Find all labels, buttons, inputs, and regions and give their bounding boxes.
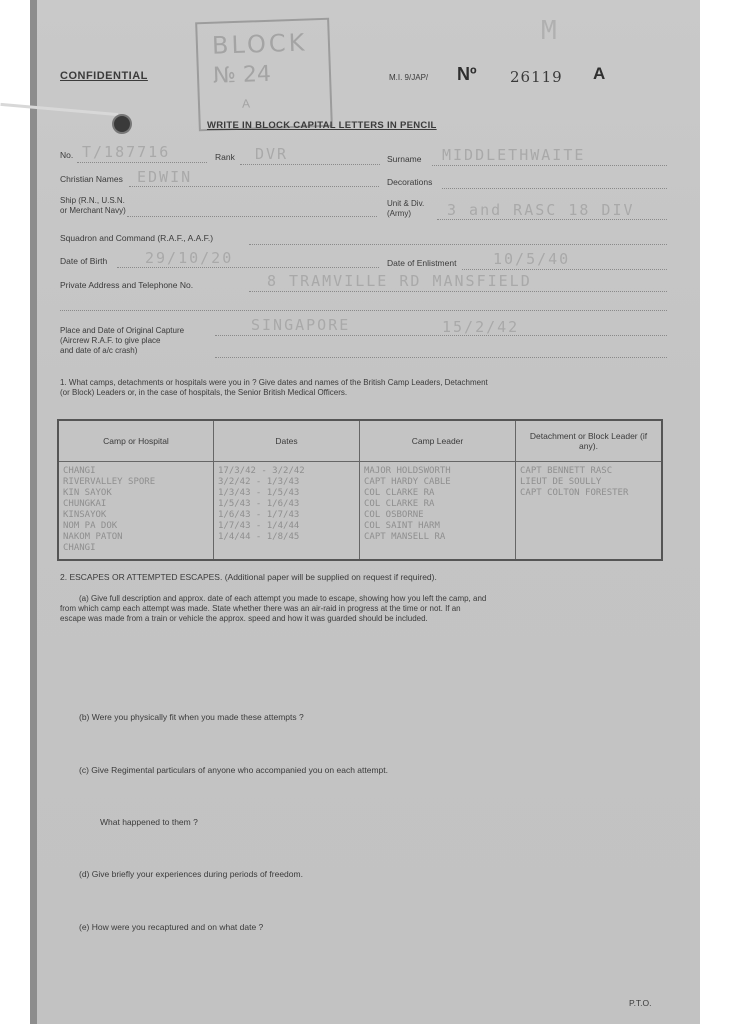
camp-entry: CHANGI — [63, 466, 96, 476]
header-block-leader: Detachment or Block Leader (if any). — [516, 420, 663, 462]
block-leaders-cell — [516, 462, 663, 561]
dob-label: Date of Birth — [60, 256, 108, 266]
unit-label — [387, 199, 424, 219]
capture-date-value: 15/2/42 — [442, 318, 520, 336]
capture-place-value: SINGAPORE — [251, 316, 351, 334]
squadron-label: Squadron and Command (R.A.F., A.A.F.) — [60, 233, 214, 243]
christian-names-line — [129, 186, 379, 187]
pencil-instruction: WRITE IN BLOCK CAPITAL LETTERS IN PENCIL — [207, 120, 437, 131]
date-entry: 1/5/43 - 1/6/43 — [218, 499, 300, 509]
block-stamp — [195, 18, 333, 132]
christian-names-label: Christian Names — [60, 174, 123, 184]
question-2a — [60, 594, 487, 624]
rank-line — [240, 164, 380, 165]
serial-number: 26119 — [510, 68, 563, 86]
camp-leader-entry: CAPT HARDY CABLE — [364, 477, 451, 487]
date-entry: 1/4/44 - 1/8/45 — [218, 532, 300, 542]
no-line — [77, 162, 207, 163]
question-2b: (b) Were you physically fit when you made these attempts ? — [79, 712, 304, 722]
binding-eyelet — [112, 114, 132, 134]
block-leader-entry: CAPT BENNETT RASC — [520, 466, 613, 476]
header-camp: Camp or Hospital — [58, 420, 214, 462]
enlistment-label: Date of Enlistment — [387, 258, 457, 268]
dob-line — [117, 267, 379, 268]
surname-line — [432, 165, 667, 166]
decorations-line — [442, 188, 667, 189]
date-entry: 1/3/43 - 1/5/43 — [218, 488, 300, 498]
question-2e: (e) How were you recaptured and on what date ? — [79, 922, 264, 932]
confidential-label: CONFIDENTIAL — [60, 70, 148, 82]
address-line-1 — [249, 291, 667, 292]
question-2a-line-2: from which camp each attempt was made. State whether there was an air-raid in progress at the time or not. If an — [60, 604, 461, 613]
ship-label-line-1: Ship (R.N., U.S.N. — [60, 196, 125, 205]
table-row — [58, 462, 662, 561]
question-1 — [60, 378, 488, 398]
mi-reference: M.I. 9/JAP/ — [389, 73, 429, 82]
question-2c-followup: What happened to them ? — [100, 817, 198, 827]
camp-entry: RIVERVALLEY SPORE — [63, 477, 156, 487]
question-2d: (d) Give briefly your experiences during periods of freedom. — [79, 869, 303, 879]
decorations-label: Decorations — [387, 177, 433, 187]
rank-label: Rank — [215, 152, 235, 162]
pto-label: P.T.O. — [629, 998, 652, 1008]
capture-label — [60, 326, 184, 356]
date-entry: 17/3/42 - 3/2/42 — [218, 466, 305, 476]
no-label: No. — [60, 150, 74, 160]
form-sheet — [37, 0, 700, 1024]
capture-label-line-3: and date of a/c crash) — [60, 346, 138, 355]
question-2-title: 2. ESCAPES OR ATTEMPTED ESCAPES. (Additional paper will be supplied on request if required). — [60, 572, 437, 582]
date-entry: 1/7/43 - 1/4/44 — [218, 521, 300, 531]
header-camp-leader: Camp Leader — [360, 420, 516, 462]
leaders-cell — [360, 462, 516, 561]
rank-value: DVR — [255, 145, 289, 163]
ship-label — [60, 196, 126, 216]
number-symbol: Nº — [457, 64, 477, 84]
stamp-line-2: № 24 — [212, 61, 272, 89]
camps-cell — [58, 462, 214, 561]
question-2c: (c) Give Regimental particulars of anyone who accompanied you on each attempt. — [79, 765, 388, 775]
block-leader-entry: CAPT COLTON FORESTER — [520, 488, 629, 498]
address-value: 8 TRAMVILLE RD MANSFIELD — [267, 272, 532, 290]
stamp-line-1: BLOCK — [211, 28, 308, 60]
camp-entry: CHUNGKAI — [63, 499, 107, 509]
squadron-line — [249, 244, 667, 245]
question-1-line-1: 1. What camps, detachments or hospitals were you in ? Give dates and names of the British Camp Leaders, Detachment — [60, 378, 488, 387]
camp-leader-entry: MAJOR HOLDSWORTH — [364, 466, 451, 476]
camp-leader-entry: COL SAINT HARM — [364, 521, 440, 531]
no-value: T/187716 — [82, 143, 171, 161]
capture-label-line-1: Place and Date of Original Capture — [60, 326, 185, 335]
question-2a-line-1: (a) Give full description and approx. date of each attempt you made to escape, showing how you left the camp, and — [79, 594, 487, 603]
question-2a-line-3: escape was made from a train or vehicle the approx. speed and how it was guarded should be included. — [60, 614, 428, 623]
camp-entry: KIN SAYOK — [63, 488, 112, 498]
block-leader-entry: LIEUT DE SOULLY — [520, 477, 602, 487]
ship-line — [127, 216, 377, 217]
unit-label-line-1: Unit & Div. — [387, 199, 425, 208]
date-entry: 3/2/42 - 1/3/43 — [218, 477, 300, 487]
unit-value: 3 and RASC 18 DIV — [447, 201, 635, 219]
christian-names-value: EDWIN — [137, 168, 193, 186]
camp-entry: KINSAYOK — [63, 510, 107, 520]
capture-label-line-2: (Aircrew R.A.F. to give place — [60, 336, 161, 345]
camp-entry: NAKOM PATON — [63, 532, 123, 542]
address-label: Private Address and Telephone No. — [60, 280, 194, 290]
dates-cell — [214, 462, 360, 561]
camp-entry: NOM PA DOK — [63, 521, 118, 531]
serial-suffix: A — [593, 64, 606, 83]
ship-label-line-2: or Merchant Navy) — [60, 206, 126, 215]
camp-leader-entry: CAPT MANSELL RA — [364, 532, 446, 542]
date-entry: 1/6/43 - 1/7/43 — [218, 510, 300, 520]
unit-label-line-2: (Army) — [387, 209, 411, 218]
camps-table — [57, 419, 663, 561]
header-dates: Dates — [214, 420, 360, 462]
camp-entry: CHANGI — [63, 543, 96, 553]
capture-line-1 — [215, 335, 667, 336]
dob-value: 29/10/20 — [145, 249, 234, 267]
surname-value: MIDDLETHWAITE — [442, 146, 586, 164]
surname-label: Surname — [387, 154, 422, 164]
table-header-row — [58, 420, 662, 462]
enlistment-value: 10/5/40 — [493, 250, 571, 268]
camp-leader-entry: COL OSBORNE — [364, 510, 424, 520]
question-1-line-2: (or Block) Leaders or, in the case of hospitals, the Senior British Medical Officers. — [60, 388, 348, 397]
address-line-2 — [60, 310, 667, 311]
camp-leader-entry: COL CLARKE RA — [364, 499, 435, 509]
enlistment-line — [462, 269, 667, 270]
camp-leader-entry: COL CLARKE RA — [364, 488, 435, 498]
capture-line-2 — [215, 357, 667, 358]
unit-line — [437, 219, 667, 220]
corner-pencil-mark: M — [541, 16, 559, 46]
stamp-line-3: A — [241, 96, 251, 111]
